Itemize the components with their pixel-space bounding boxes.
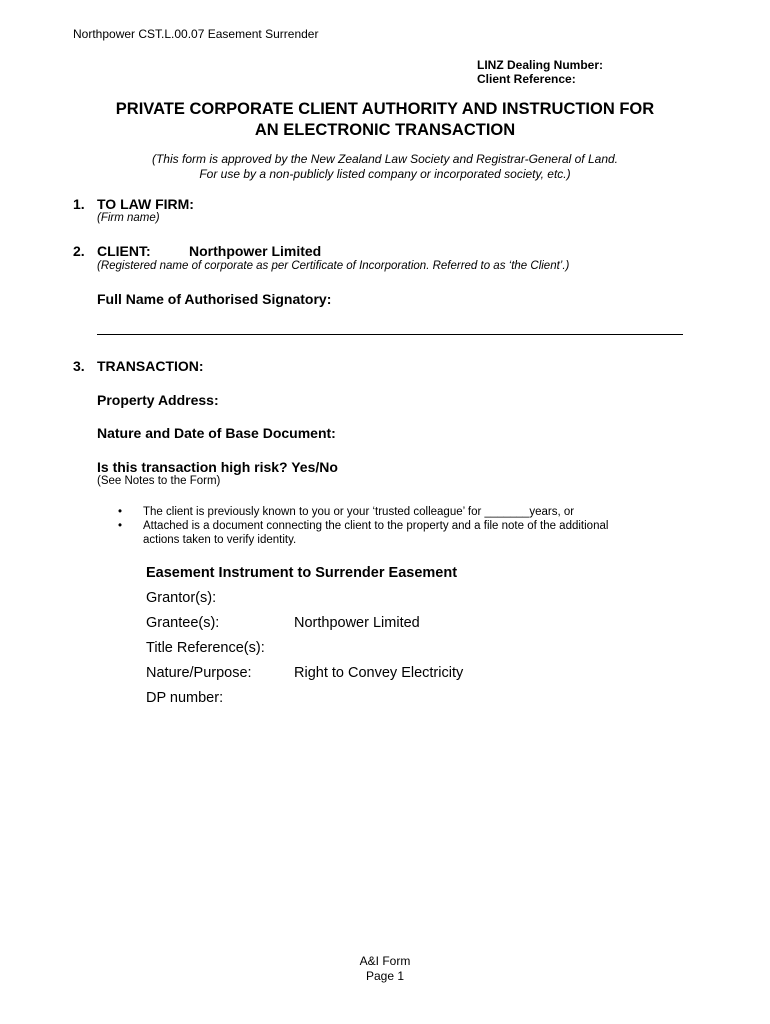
footer-form-name: A&I Form (359, 954, 411, 968)
high-risk-question: Is this transaction high risk? Yes/No (97, 459, 338, 475)
form-title-line1: PRIVATE CORPORATE CLIENT AUTHORITY AND INSTRUCTION FOR (115, 100, 655, 118)
grantors-label: Grantor(s): (146, 590, 217, 606)
nature-purpose-value: Right to Convey Electricity (294, 665, 464, 681)
bullet-item-2: Attached is a document connecting the client to the property and a file note of the additional (143, 520, 609, 532)
bullet-item-1: The client is previously known to you or your ‘trusted colleague’ for _______years, or (143, 506, 575, 518)
section-3-number: 3. (73, 358, 85, 374)
linz-dealing-number-label: LINZ Dealing Number: (477, 58, 604, 72)
section-2-heading: CLIENT: (97, 243, 151, 259)
section-3-heading: TRANSACTION: (97, 358, 204, 374)
client-reference-label: Client Reference: (477, 72, 576, 86)
client-name-value: Northpower Limited (189, 243, 322, 259)
signatory-name-line (97, 334, 683, 335)
authorised-signatory-label: Full Name of Authorised Signatory: (97, 291, 332, 307)
nature-purpose-label: Nature/Purpose: (146, 665, 252, 681)
base-document-label: Nature and Date of Base Document: (97, 425, 336, 441)
client-registered-name-note: (Registered name of corporate as per Certificate of Incorporation. Referred to as ‘the Client’.) (97, 260, 570, 272)
footer-page-number: Page 1 (365, 969, 405, 983)
grantees-value: Northpower Limited (294, 615, 420, 631)
form-subtitle-line1: (This form is approved by the New Zealand Law Society and Registrar-General of Land. (151, 152, 618, 166)
dp-number-label: DP number: (146, 690, 224, 706)
section-2-number: 2. (73, 243, 85, 259)
bullet-icon: • (118, 520, 123, 532)
section-1-heading: TO LAW FIRM: (97, 196, 194, 212)
see-notes-reference: (See Notes to the Form) (97, 475, 221, 487)
bullet-icon: • (118, 506, 123, 518)
firm-name-note: (Firm name) (97, 212, 160, 224)
title-references-label: Title Reference(s): (146, 640, 265, 656)
property-address-label: Property Address: (97, 392, 219, 408)
easement-instrument-heading: Easement Instrument to Surrender Easement (146, 565, 458, 581)
grantees-label: Grantee(s): (146, 615, 220, 631)
form-title-line2: AN ELECTRONIC TRANSACTION (254, 121, 516, 139)
form-subtitle-line2: For use by a non-publicly listed company or incorporated society, etc.) (199, 167, 571, 181)
bullet-item-2-continued: actions taken to verify identity. (143, 534, 297, 546)
document-reference: Northpower CST.L.00.07 Easement Surrender (73, 27, 319, 41)
section-1-number: 1. (73, 196, 85, 212)
